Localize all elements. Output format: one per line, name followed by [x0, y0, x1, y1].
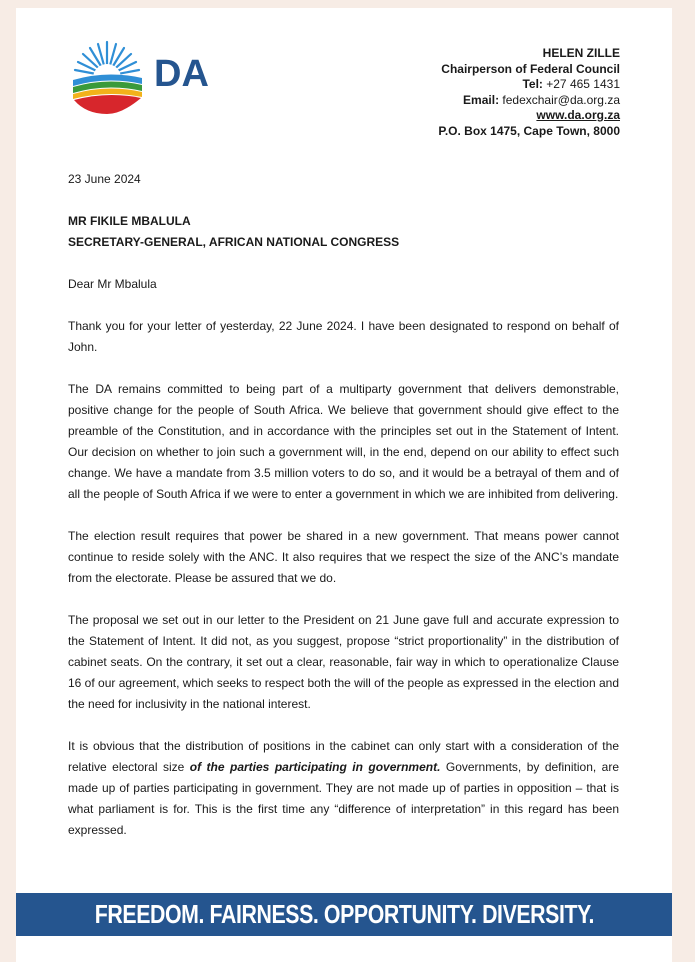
- da-logo-graphic: [62, 36, 222, 116]
- next-page-edge: [16, 950, 672, 962]
- po-box: P.O. Box 1475, Cape Town, 8000: [438, 123, 620, 138]
- recipient-name: MR FIKILE MBALULA: [68, 214, 191, 228]
- paragraph-4: The proposal we set out in our letter to the President on 21 June gave full and accurate expression to the Statement of Intent. It did not, as you suggest, propose “strict proportionality” in the distribution of cabinet seats. On the contrary, it set out a clear, reasonable, fair way in which to operationalize Clause 16 of our agreement, which seeks to respect both the will of the people as expressed in the election and the need for inclusivity in the national interest.: [68, 613, 620, 711]
- sender-contact-block: [438, 46, 620, 139]
- paragraph-5-part1: It is obvious that the distribution of positions in the cabinet can only start with a consideration of the relative electoral size: [68, 739, 619, 774]
- paragraph-2: The DA remains committed to being part of a multiparty government that delivers demonstrable, positive change for the people of South Africa. We believe that government should give effect to the preamble of the Constitution, and in accordance with the principles set out in the Statement of Intent. Our decision on whether to join such a government will, in the end, depend on our ability to effect such change. We have a mandate from 3.5 million voters to do so, and it would be a betrayal of them and of all the people of South Africa if we were to enter a government in which we are inhibited from delivering.: [68, 382, 619, 501]
- tel-value: +27 465 1431: [546, 77, 620, 91]
- recipient-title: SECRETARY-GENERAL, AFRICAN NATIONAL CONGRESS: [68, 235, 400, 249]
- paragraph-1: Thank you for your letter of yesterday, 22 June 2024. I have been designated to respond on behalf of John.: [68, 319, 619, 354]
- email-label: Email:: [463, 92, 500, 107]
- da-logo: [62, 36, 222, 116]
- logo-wordmark: DA: [154, 53, 209, 95]
- paragraph-3: The election result requires that power be shared in a new government. That means power cannot continue to reside solely with the ANC. It also requires that we respect the size of the ANC’s mandate from the electorate. Please be assured that we do.: [68, 529, 619, 585]
- letter-date: 23 June 2024: [68, 172, 141, 186]
- sender-tel: [438, 77, 620, 93]
- footer-slogan: FREEDOM. FAIRNESS. OPPORTUNITY. DIVERSITY.: [94, 899, 594, 929]
- flag-stripes-icon: [73, 74, 142, 114]
- sender-role: Chairperson of Federal Council: [441, 61, 620, 76]
- paragraph-5: [68, 736, 619, 841]
- sender-email: [438, 93, 620, 109]
- email-value[interactable]: fedexchair@da.org.za: [502, 92, 620, 107]
- paragraph-5-part2: Governments, by definition, are made up of parties participating in government. They are not made up of parties in opposition – that is what parliament is for. This is the first time any “difference of interpretation” in this regard has been expressed.: [68, 760, 620, 837]
- tel-label: Tel:: [522, 77, 543, 91]
- salutation: Dear Mr Mbalula: [68, 277, 157, 291]
- letter-body: [68, 169, 619, 862]
- footer-slogan-band: [16, 893, 672, 936]
- sender-name: HELEN ZILLE: [542, 46, 620, 60]
- paragraph-5-emphasis: of the parties participating in government.: [189, 760, 441, 774]
- website-text[interactable]: www.da.org.za: [536, 108, 620, 122]
- website-link[interactable]: [438, 108, 620, 124]
- letter-page: [16, 8, 672, 962]
